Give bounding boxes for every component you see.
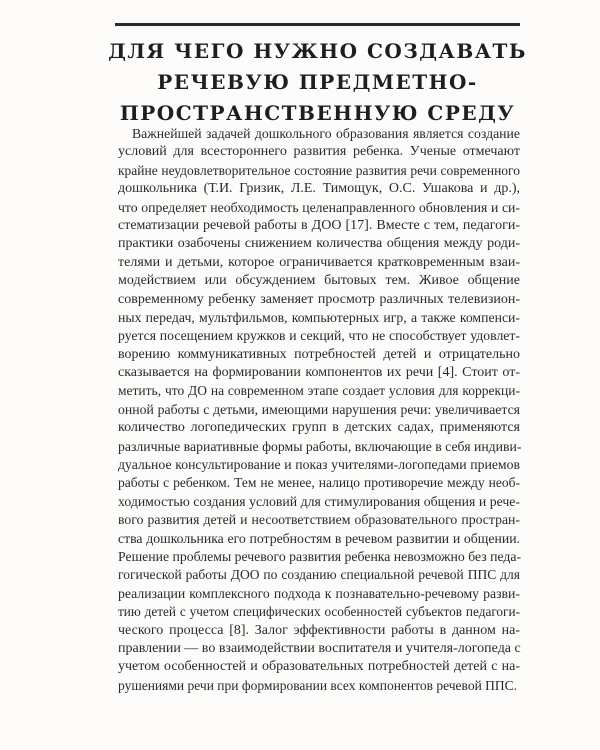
text-line: Решение проблемы речевого развития ребенка невозможно без педа- — [118, 548, 522, 564]
page-title — [100, 36, 535, 129]
text-line: ства дошкольника его потребностям в речевом развитии и общении. — [118, 530, 520, 546]
text-line: современному ребенку заменяет просмотр различных телевизион- — [118, 291, 520, 307]
text-line: правлении — во взаимодействии воспитателя и учителя-логопеда с — [118, 640, 521, 656]
text-line: Важнейшей задачей дошкольного образования является создание — [132, 126, 520, 141]
text-line: дуальное консультирование и показ учителями-логопедами приемов — [118, 457, 520, 473]
body-text — [118, 125, 520, 695]
top-rule — [115, 23, 520, 26]
title-line: ПРОСТРАНСТВЕННУЮ СРЕДУ — [119, 101, 516, 125]
text-line: количество логопедических групп в детских садах, применяются — [118, 420, 520, 436]
text-line: онной работы с детьми, имеющими нарушения речи: увеличивается — [118, 401, 520, 417]
text-line: рушениями речи при формировании всех компонентов речевой ППС. — [118, 677, 518, 693]
text-line: модействием или обсуждением бытовых тем. Живое общение — [118, 273, 520, 289]
text-line: стематизации речевой работы в ДОО [17]. Вместе с тем, педагоги- — [118, 217, 520, 233]
text-line: практики озабочены снижением количества общения между роди- — [118, 236, 520, 252]
text-line: ческого процесса [8]. Залог эффективности работы в данном на- — [118, 622, 520, 638]
title-line: РЕЧЕВУЮ ПРЕДМЕТНО- — [157, 70, 478, 94]
text-line: ворению коммуникативных потребностей детей и отрицательно — [118, 346, 520, 362]
text-line: различные вариативные формы работы, включающие в себя индиви- — [118, 438, 522, 454]
text-line: учетом особенностей и образовательных потребностей детей с на- — [118, 659, 520, 675]
text-line: телями и детьми, которое ограничивается кратковременным взаи- — [118, 254, 520, 270]
text-line: тию детей с учетом специфических особенностей субъектов педагоги- — [118, 604, 520, 620]
text-line: сказывается на формировании компонентов их речи [4]. Стоит от- — [118, 365, 520, 381]
text-line: реализации комплексного подхода к познавательно-речевому разви- — [118, 585, 520, 601]
title-line: ДЛЯ ЧЕГО НУЖНО СОЗДАВАТЬ — [108, 39, 527, 63]
text-line: гогической работы ДОО по созданию специальной речевой ППС для — [118, 567, 520, 583]
text-line: что определяет необходимость целенаправленного обновления и си- — [118, 199, 520, 215]
text-line: ходимостью создания условий для стимулирования общения и рече- — [118, 493, 520, 509]
text-line: условий для всестороннего развития ребенка. Ученые отмечают — [118, 144, 520, 160]
text-line: ных передач, мультфильмов, компьютерных игр, а также компенси- — [118, 309, 520, 325]
text-line: руется посещением кружков и секций, что не способствует удовлет- — [118, 328, 520, 344]
text-line: метить, что ДО на современном этапе создает условия для коррекци- — [118, 383, 520, 399]
text-line: крайне неудовлетворительное состояние развития речи современного — [118, 162, 520, 178]
text-line: вого развития детей и несоответствием образовательного простран- — [118, 512, 520, 528]
text-line: дошкольника (Т.И. Гризик, Л.Е. Тимощук, О.С. Ушакова и др.), — [118, 181, 520, 197]
text-line: работы с ребенком. Тем не менее, налицо противоречие между необ- — [118, 475, 520, 491]
